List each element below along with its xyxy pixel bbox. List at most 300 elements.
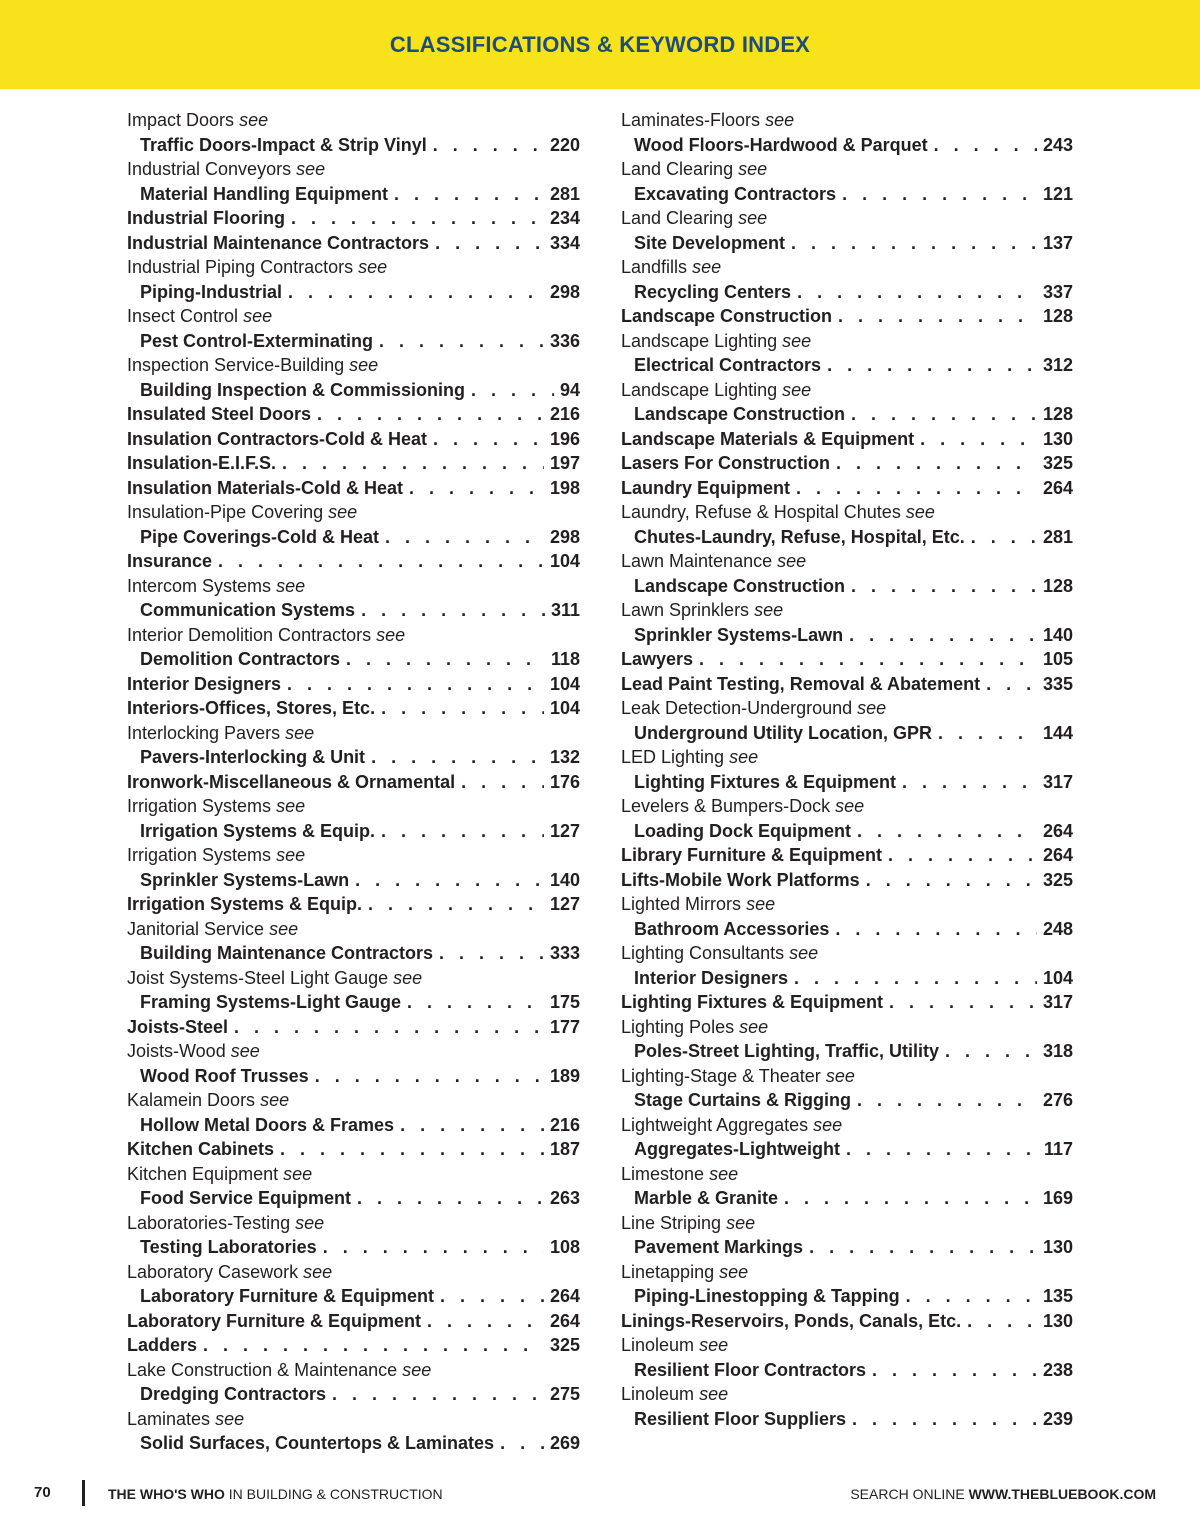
- cross-reference: [621, 696, 1073, 721]
- cross-reference-term: Intercom Systems: [127, 575, 272, 596]
- see-label: see: [402, 1359, 432, 1380]
- cross-reference: [621, 1382, 1073, 1407]
- entry-page-number: 144: [1042, 722, 1073, 743]
- entry-page-number: 177: [549, 1016, 580, 1037]
- cross-reference: [127, 623, 580, 648]
- entry-page-number: 336: [549, 330, 580, 351]
- entry-classification: Industrial Maintenance Contractors: [127, 232, 430, 253]
- entry-page-number: 298: [549, 526, 580, 547]
- index-entry[interactable]: [127, 133, 580, 158]
- dot-leader: [872, 1358, 1037, 1383]
- see-label: see: [393, 967, 423, 988]
- entry-classification: Electrical Contractors: [634, 355, 822, 375]
- index-entry[interactable]: [127, 672, 580, 697]
- entry-page-number: 216: [549, 404, 580, 424]
- entry-page-number: 335: [1042, 673, 1073, 694]
- index-entry[interactable]: [127, 1431, 580, 1456]
- dot-leader: [433, 133, 544, 158]
- see-label: see: [230, 1041, 260, 1061]
- index-entry[interactable]: [127, 549, 580, 574]
- see-label: see: [738, 159, 768, 179]
- dot-leader: [381, 819, 544, 844]
- entry-classification: Demolition Contractors: [140, 649, 341, 669]
- cross-reference-term: Linoleum: [621, 1384, 695, 1404]
- index-entry[interactable]: [127, 1309, 580, 1334]
- cross-reference: [621, 892, 1073, 917]
- entry-page-number: 276: [1042, 1090, 1073, 1110]
- dot-leader: [218, 549, 544, 574]
- index-entry[interactable]: [621, 843, 1073, 868]
- see-label: see: [709, 1163, 739, 1184]
- entry-page-number: 281: [1042, 526, 1073, 547]
- cross-reference: [127, 255, 580, 280]
- see-label: see: [782, 379, 812, 400]
- entry-page-number: 197: [549, 453, 580, 473]
- entry-classification: Communication Systems: [140, 600, 356, 620]
- index-entry[interactable]: [621, 280, 1073, 305]
- cross-reference-term: Lake Construction & Maintenance: [127, 1359, 398, 1380]
- see-label: see: [376, 624, 406, 645]
- entry-page-number: 264: [549, 1310, 580, 1331]
- entry-classification: Framing Systems-Light Gauge: [140, 992, 402, 1012]
- index-entry[interactable]: [127, 941, 580, 966]
- dot-leader: [500, 1431, 544, 1456]
- see-label: see: [328, 502, 358, 522]
- entry-page-number: 317: [1042, 992, 1073, 1012]
- entry-page-number: 325: [1042, 453, 1073, 473]
- index-entry[interactable]: [127, 206, 580, 231]
- index-entry[interactable]: [621, 525, 1073, 550]
- entry-classification: Insulation-E.I.F.S.: [127, 453, 277, 473]
- dot-leader: [938, 721, 1037, 746]
- index-entry[interactable]: [621, 672, 1073, 697]
- cross-reference: [621, 157, 1073, 182]
- dot-leader: [407, 990, 544, 1015]
- index-entry[interactable]: [127, 1186, 580, 1211]
- dot-leader: [794, 966, 1037, 991]
- dot-leader: [440, 1284, 544, 1309]
- entry-classification: Site Development: [634, 232, 786, 253]
- entry-page-number: 243: [1042, 134, 1073, 155]
- entry-classification: Joists-Steel: [127, 1016, 229, 1037]
- index-entry[interactable]: [127, 647, 580, 672]
- see-label: see: [729, 747, 759, 767]
- see-label: see: [285, 722, 315, 743]
- cross-reference: [621, 941, 1073, 966]
- see-label: see: [739, 1016, 769, 1037]
- entry-classification: Lawyers: [621, 649, 694, 669]
- entry-classification: Interior Designers: [127, 673, 282, 694]
- entry-page-number: 104: [549, 698, 580, 718]
- entry-page-number: 312: [1042, 355, 1073, 375]
- dot-leader: [234, 1015, 544, 1040]
- cross-reference: [127, 574, 580, 599]
- cross-reference: [127, 1162, 580, 1187]
- index-entry[interactable]: [127, 476, 580, 501]
- entry-page-number: 130: [1042, 1237, 1073, 1257]
- index-entry[interactable]: [621, 917, 1073, 942]
- dot-leader: [282, 451, 544, 476]
- index-entry[interactable]: [621, 1186, 1073, 1211]
- entry-classification: Library Furniture & Equipment: [621, 845, 883, 865]
- entry-classification: Laboratory Furniture & Equipment: [140, 1286, 435, 1306]
- cross-reference-term: Line Striping: [621, 1212, 722, 1233]
- see-label: see: [699, 1384, 729, 1404]
- dot-leader: [986, 672, 1037, 697]
- cross-reference-term: Lawn Sprinklers: [621, 600, 750, 620]
- dot-leader: [934, 133, 1037, 158]
- entry-classification: Laundry Equipment: [621, 477, 791, 498]
- dot-leader: [888, 843, 1037, 868]
- cross-reference-term: Industrial Conveyors: [127, 159, 292, 179]
- see-label: see: [857, 698, 887, 718]
- cross-reference-term: Joist Systems-Steel Light Gauge: [127, 967, 389, 988]
- entry-page-number: 264: [1042, 477, 1073, 498]
- entry-page-number: 135: [1042, 1286, 1073, 1306]
- index-entry[interactable]: [621, 1137, 1073, 1162]
- cross-reference-term: Irrigation Systems: [127, 796, 272, 816]
- entry-classification: Recycling Centers: [634, 281, 792, 302]
- see-label: see: [726, 1212, 756, 1233]
- dot-leader: [203, 1333, 544, 1358]
- cross-reference-term: Lighting Poles: [621, 1016, 735, 1037]
- cross-reference-term: Landscape Lighting: [621, 379, 778, 400]
- entry-classification: Building Maintenance Contractors: [140, 943, 434, 963]
- index-entry[interactable]: [621, 1309, 1073, 1334]
- dot-leader: [945, 1039, 1037, 1064]
- header-banner: [0, 0, 1200, 89]
- see-label: see: [813, 1114, 843, 1135]
- dot-leader: [409, 476, 544, 501]
- cross-reference: [127, 157, 580, 182]
- index-entry[interactable]: [127, 819, 580, 844]
- dot-leader: [394, 182, 544, 207]
- see-label: see: [699, 1335, 729, 1355]
- dot-leader: [471, 378, 554, 403]
- entry-page-number: 264: [1042, 820, 1073, 841]
- cross-reference-term: Insect Control: [127, 306, 239, 326]
- entry-classification: Aggregates-Lightweight: [634, 1139, 840, 1159]
- see-label: see: [295, 1212, 325, 1233]
- search-online-label: SEARCH ONLINE: [850, 1486, 969, 1502]
- dot-leader: [355, 868, 544, 893]
- cross-reference-term: Irrigation Systems: [127, 845, 272, 865]
- cross-reference: [621, 255, 1073, 280]
- entry-page-number: 275: [549, 1384, 580, 1404]
- index-entry[interactable]: [127, 1235, 580, 1260]
- see-label: see: [215, 1408, 245, 1429]
- cross-reference-term: Linoleum: [621, 1335, 695, 1355]
- page-number: 70: [34, 1484, 51, 1501]
- entry-page-number: 333: [549, 943, 580, 963]
- entry-page-number: 130: [1042, 428, 1073, 449]
- index-entry[interactable]: [127, 1015, 580, 1040]
- dot-leader: [857, 819, 1037, 844]
- cross-reference: [127, 843, 580, 868]
- cross-reference-term: Laminates: [127, 1408, 211, 1429]
- index-entry[interactable]: [621, 451, 1073, 476]
- index-entry[interactable]: [127, 745, 580, 770]
- cross-reference: [621, 1113, 1073, 1138]
- index-entry[interactable]: [621, 1235, 1073, 1260]
- entry-page-number: 248: [1042, 918, 1073, 939]
- index-entry[interactable]: [127, 329, 580, 354]
- entry-page-number: 140: [549, 869, 580, 890]
- publication-name-bold: THE WHO'S WHO: [108, 1486, 225, 1502]
- cross-reference: [127, 1088, 580, 1113]
- see-label: see: [303, 1261, 333, 1282]
- index-entry[interactable]: [621, 231, 1073, 256]
- index-entry[interactable]: [127, 451, 580, 476]
- index-entry[interactable]: [621, 1039, 1073, 1064]
- index-entry[interactable]: [621, 182, 1073, 207]
- entry-page-number: 187: [549, 1139, 580, 1159]
- cross-reference-term: Land Clearing: [621, 208, 734, 228]
- dot-leader: [797, 280, 1037, 305]
- index-entry[interactable]: [621, 402, 1073, 427]
- cross-reference: [127, 1407, 580, 1432]
- index-entry[interactable]: [621, 770, 1073, 795]
- index-column-right: [621, 108, 1073, 1431]
- entry-classification: Underground Utility Location, GPR: [634, 722, 932, 743]
- entry-classification: Linings-Reservoirs, Ponds, Canals, Etc.: [621, 1310, 962, 1331]
- entry-classification: Industrial Flooring: [127, 208, 285, 228]
- dot-leader: [846, 1137, 1038, 1162]
- entry-page-number: 220: [549, 134, 580, 155]
- website-link[interactable]: WWW.THEBLUEBOOK.COM: [968, 1486, 1156, 1502]
- cross-reference-term: Interlocking Pavers: [127, 722, 281, 743]
- entry-page-number: 105: [1042, 649, 1073, 669]
- dot-leader: [291, 206, 544, 231]
- see-label: see: [296, 159, 326, 179]
- index-entry[interactable]: [621, 304, 1073, 329]
- cross-reference: [621, 549, 1073, 574]
- entry-page-number: 104: [549, 673, 580, 694]
- entry-classification: Testing Laboratories: [140, 1237, 317, 1257]
- index-entry[interactable]: [127, 1284, 580, 1309]
- index-entry[interactable]: [621, 721, 1073, 746]
- cross-reference: [621, 1015, 1073, 1040]
- entry-page-number: 198: [549, 477, 580, 498]
- cross-reference-term: Laboratories-Testing: [127, 1212, 291, 1233]
- entry-page-number: 189: [549, 1065, 580, 1086]
- index-entry[interactable]: [621, 1088, 1073, 1113]
- cross-reference: [621, 794, 1073, 819]
- dot-leader: [889, 990, 1037, 1015]
- entry-classification: Insulated Steel Doors: [127, 404, 312, 424]
- entry-classification: Material Handling Equipment: [140, 183, 389, 204]
- index-entry[interactable]: [127, 770, 580, 795]
- index-entry[interactable]: [621, 476, 1073, 501]
- entry-classification: Excavating Contractors: [634, 183, 837, 204]
- index-entry[interactable]: [127, 402, 580, 427]
- index-entry[interactable]: [127, 427, 580, 452]
- dot-leader: [971, 525, 1037, 550]
- entry-classification: Ironwork-Miscellaneous & Ornamental: [127, 771, 456, 792]
- index-entry[interactable]: [621, 647, 1073, 672]
- index-entry[interactable]: [127, 378, 580, 403]
- cross-reference-term: Interior Demolition Contractors: [127, 624, 372, 645]
- cross-reference: [621, 1064, 1073, 1089]
- index-entry[interactable]: [621, 427, 1073, 452]
- cross-reference-term: Kalamein Doors: [127, 1090, 256, 1110]
- entry-page-number: 337: [1042, 281, 1073, 302]
- dot-leader: [852, 1407, 1037, 1432]
- index-entry[interactable]: [127, 1113, 580, 1138]
- cross-reference: [127, 1211, 580, 1236]
- index-entry[interactable]: [127, 598, 580, 623]
- cross-reference-term: Land Clearing: [621, 159, 734, 179]
- entry-classification: Sprinkler Systems-Lawn: [634, 624, 844, 645]
- entry-page-number: 239: [1042, 1408, 1073, 1429]
- entry-classification: Piping-Linestopping & Tapping: [634, 1286, 900, 1306]
- cross-reference: [621, 598, 1073, 623]
- cross-reference-term: Kitchen Equipment: [127, 1163, 279, 1184]
- index-entry[interactable]: [621, 623, 1073, 648]
- cross-reference: [127, 794, 580, 819]
- entry-classification: Resilient Floor Suppliers: [634, 1408, 847, 1429]
- index-entry[interactable]: [621, 819, 1073, 844]
- index-entry[interactable]: [621, 574, 1073, 599]
- see-label: see: [358, 257, 388, 277]
- entry-classification: Loading Dock Equipment: [634, 820, 852, 841]
- cross-reference: [127, 304, 580, 329]
- dot-leader: [315, 1064, 544, 1089]
- entry-classification: Insulation Materials-Cold & Heat: [127, 477, 404, 498]
- entry-classification: Dredging Contractors: [140, 1384, 327, 1404]
- entry-classification: Traffic Doors-Impact & Strip Vinyl: [140, 134, 427, 155]
- entry-page-number: 128: [1042, 306, 1073, 326]
- entry-classification: Lighting Fixtures & Equipment: [621, 992, 883, 1012]
- cross-reference-term: Leak Detection-Underground: [621, 698, 853, 718]
- entry-page-number: 263: [549, 1188, 580, 1208]
- see-label: see: [269, 918, 299, 939]
- index-entry[interactable]: [127, 1137, 580, 1162]
- footer-divider: [82, 1480, 85, 1506]
- index-entry[interactable]: [127, 892, 580, 917]
- see-label: see: [789, 943, 819, 963]
- index-entry[interactable]: [127, 1333, 580, 1358]
- dot-leader: [851, 574, 1037, 599]
- index-entry[interactable]: [621, 1358, 1073, 1383]
- cross-reference-term: LED Lighting: [621, 747, 725, 767]
- dot-leader: [851, 402, 1037, 427]
- see-label: see: [825, 1065, 855, 1086]
- cross-reference-term: Impact Doors: [127, 110, 235, 130]
- index-entry[interactable]: [621, 990, 1073, 1015]
- entry-page-number: 269: [549, 1433, 580, 1453]
- dot-leader: [427, 1309, 544, 1334]
- dot-leader: [842, 182, 1037, 207]
- index-entry[interactable]: [621, 966, 1073, 991]
- publication-name: [108, 1486, 443, 1502]
- dot-leader: [287, 672, 544, 697]
- dot-leader: [920, 427, 1037, 452]
- cross-reference: [621, 108, 1073, 133]
- entry-page-number: 117: [1043, 1139, 1073, 1159]
- entry-classification: Building Inspection & Commissioning: [140, 379, 466, 400]
- cross-reference: [127, 1039, 580, 1064]
- entry-classification: Chutes-Laundry, Refuse, Hospital, Etc.: [634, 526, 965, 547]
- see-label: see: [260, 1090, 290, 1110]
- dot-leader: [827, 353, 1037, 378]
- cross-reference-term: Laundry, Refuse & Hospital Chutes: [621, 502, 901, 522]
- entry-page-number: 128: [1042, 575, 1073, 596]
- see-label: see: [719, 1261, 749, 1282]
- index-entry[interactable]: [127, 280, 580, 305]
- cross-reference-term: Linetapping: [621, 1261, 715, 1282]
- entry-page-number: 118: [550, 649, 580, 669]
- entry-classification: Landscape Materials & Equipment: [621, 428, 915, 449]
- cross-reference-term: Lawn Maintenance: [621, 551, 773, 571]
- entry-classification: Wood Roof Trusses: [140, 1065, 309, 1086]
- index-entry[interactable]: [621, 1284, 1073, 1309]
- entry-classification: Pest Control-Exterminating: [140, 330, 374, 351]
- index-entry[interactable]: [127, 1064, 580, 1089]
- dot-leader: [784, 1186, 1037, 1211]
- see-label: see: [777, 551, 807, 571]
- cross-reference: [621, 1162, 1073, 1187]
- cross-reference-term: Industrial Piping Contractors: [127, 257, 354, 277]
- entry-page-number: 127: [549, 820, 580, 841]
- index-entry[interactable]: [127, 990, 580, 1015]
- dot-leader: [371, 745, 544, 770]
- index-entry[interactable]: [127, 696, 580, 721]
- cross-reference-term: Lighting-Stage & Theater: [621, 1065, 821, 1086]
- cross-reference: [621, 206, 1073, 231]
- index-entry[interactable]: [127, 525, 580, 550]
- index-entry[interactable]: [621, 133, 1073, 158]
- entry-classification: Hollow Metal Doors & Frames: [140, 1114, 395, 1135]
- entry-page-number: 104: [549, 551, 580, 571]
- entry-page-number: 121: [1042, 183, 1073, 204]
- dot-leader: [317, 402, 544, 427]
- entry-page-number: 108: [549, 1237, 580, 1257]
- see-label: see: [276, 575, 306, 596]
- index-entry[interactable]: [127, 1382, 580, 1407]
- index-entry[interactable]: [621, 1407, 1073, 1432]
- entry-page-number: 140: [1042, 624, 1073, 645]
- entry-page-number: 325: [1042, 869, 1073, 890]
- index-entry[interactable]: [127, 868, 580, 893]
- entry-page-number: 264: [549, 1286, 580, 1306]
- dot-leader: [461, 770, 544, 795]
- entry-classification: Ladders: [127, 1335, 198, 1355]
- cross-reference-term: Landscape Lighting: [621, 330, 778, 351]
- cross-reference: [127, 1260, 580, 1285]
- dot-leader: [346, 647, 545, 672]
- entry-classification: Lifts-Mobile Work Platforms: [621, 869, 860, 890]
- entry-classification: Insurance: [127, 551, 213, 571]
- entry-page-number: 128: [1042, 404, 1073, 424]
- dot-leader: [906, 1284, 1037, 1309]
- see-label: see: [239, 110, 269, 130]
- entry-page-number: 318: [1042, 1041, 1073, 1061]
- dot-leader: [323, 1235, 544, 1260]
- index-entry[interactable]: [127, 231, 580, 256]
- cross-reference: [127, 500, 580, 525]
- cross-reference: [621, 329, 1073, 354]
- entry-page-number: 130: [1042, 1310, 1073, 1331]
- entry-classification: Interior Designers: [634, 967, 789, 988]
- index-entry[interactable]: [127, 182, 580, 207]
- see-label: see: [754, 600, 784, 620]
- index-entry[interactable]: [621, 868, 1073, 893]
- entry-classification: Insulation Contractors-Cold & Heat: [127, 428, 428, 449]
- index-entry[interactable]: [621, 353, 1073, 378]
- see-label: see: [905, 502, 935, 522]
- entry-page-number: 334: [549, 232, 580, 253]
